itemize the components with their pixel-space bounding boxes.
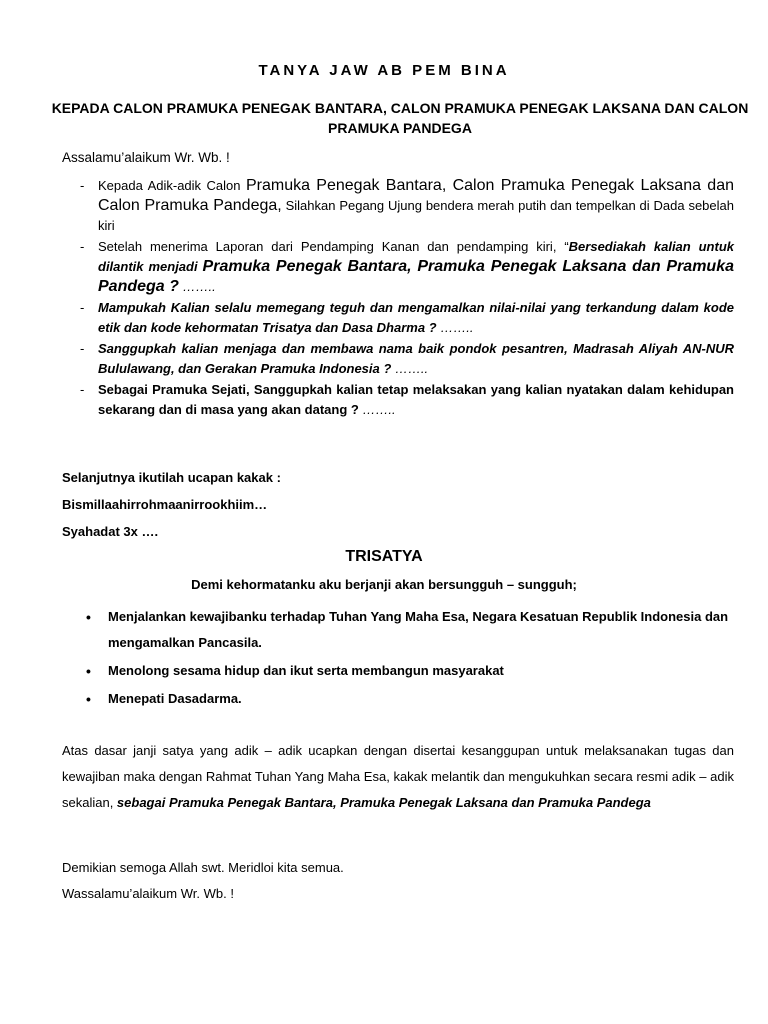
- question-list: [62, 176, 734, 421]
- list-item: - Mampukah Kalian selalu memegang teguh dan mengamalkan nilai-nilai yang terkandung dalam kode etik dan kode kehormatan Trisatya dan Dasa Dharma ? ……..: [62, 298, 734, 338]
- list-item: - Sanggupkah kalian menjaga dan membawa nama baik pondok pesantren, Madrasah Aliyah AN-NUR Bululawang, dan Gerakan Pramuka Indonesia ? ……..: [62, 339, 734, 379]
- trisatya-heading: TRISATYA: [345, 548, 423, 565]
- instruction-line: Selanjutnya ikutilah ucapan kakak :: [62, 470, 281, 485]
- closing-prayer: Demikian semoga Allah swt. Meridloi kita semua.: [62, 860, 344, 875]
- list-item: • Menjalankan kewajibanku terhadap Tuhan Yang Maha Esa, Negara Kesatuan Republik Indonesia dan mengamalkan Pancasila.: [80, 604, 740, 656]
- list-item: • Menolong sesama hidup dan ikut serta membangun masyarakat: [80, 658, 740, 684]
- greeting: Assalamu’alaikum Wr. Wb. !: [62, 150, 230, 165]
- closing-salam: Wassalamu’alaikum Wr. Wb. !: [62, 886, 234, 901]
- syahadat-line: Syahadat 3x ….: [62, 524, 159, 539]
- page-title: TANYA JAW AB PEM BINA: [258, 62, 510, 79]
- closing-paragraph: Atas dasar janji satya yang adik – adik ucapkan dengan disertai kesanggupan untuk melaksanakan tugas dan kewajiban maka dengan Rahmat Tuhan Yang Maha Esa, kakak melantik dan mengukuhkan secara resmi adik – adik sekalian, sebagai Pramuka Penegak Bantara, Pramuka Penegak Laksana dan Pramuka Pandega: [62, 743, 734, 810]
- bismillah-line: Bismillaahirrohmaanirrookhiim…: [62, 497, 268, 512]
- list-item: - Sebagai Pramuka Sejati, Sanggupkah kalian tetap melaksakan yang kalian nyatakan dalam kehidupan sekarang dan di masa yang akan datang ? ……..: [62, 380, 734, 420]
- trisatya-points: [80, 604, 740, 714]
- list-item: - Kepada Adik-adik Calon Pramuka Penegak Bantara, Calon Pramuka Penegak Laksana dan Calon Pramuka Pandega, Silahkan Pegang Ujung bendera merah putih dan tempelkan di Dada sebelah kiri: [62, 176, 734, 236]
- trisatya-intro: Demi kehormatanku aku berjanji akan bersungguh – sungguh;: [191, 577, 577, 592]
- page-subtitle: KEPADA CALON PRAMUKA PENEGAK BANTARA, CALON PRAMUKA PENEGAK LAKSANA DAN CALON PRAMUKA PANDEGA: [51, 100, 749, 136]
- list-item: • Menepati Dasadarma.: [80, 686, 740, 712]
- list-item: - Setelah menerima Laporan dari Pendamping Kanan dan pendamping kiri, “Bersediakah kalian untuk dilantik menjadi Pramuka Penegak Bantara, Pramuka Penegak Laksana dan Pramuka Pandega ? ……..: [62, 237, 734, 297]
